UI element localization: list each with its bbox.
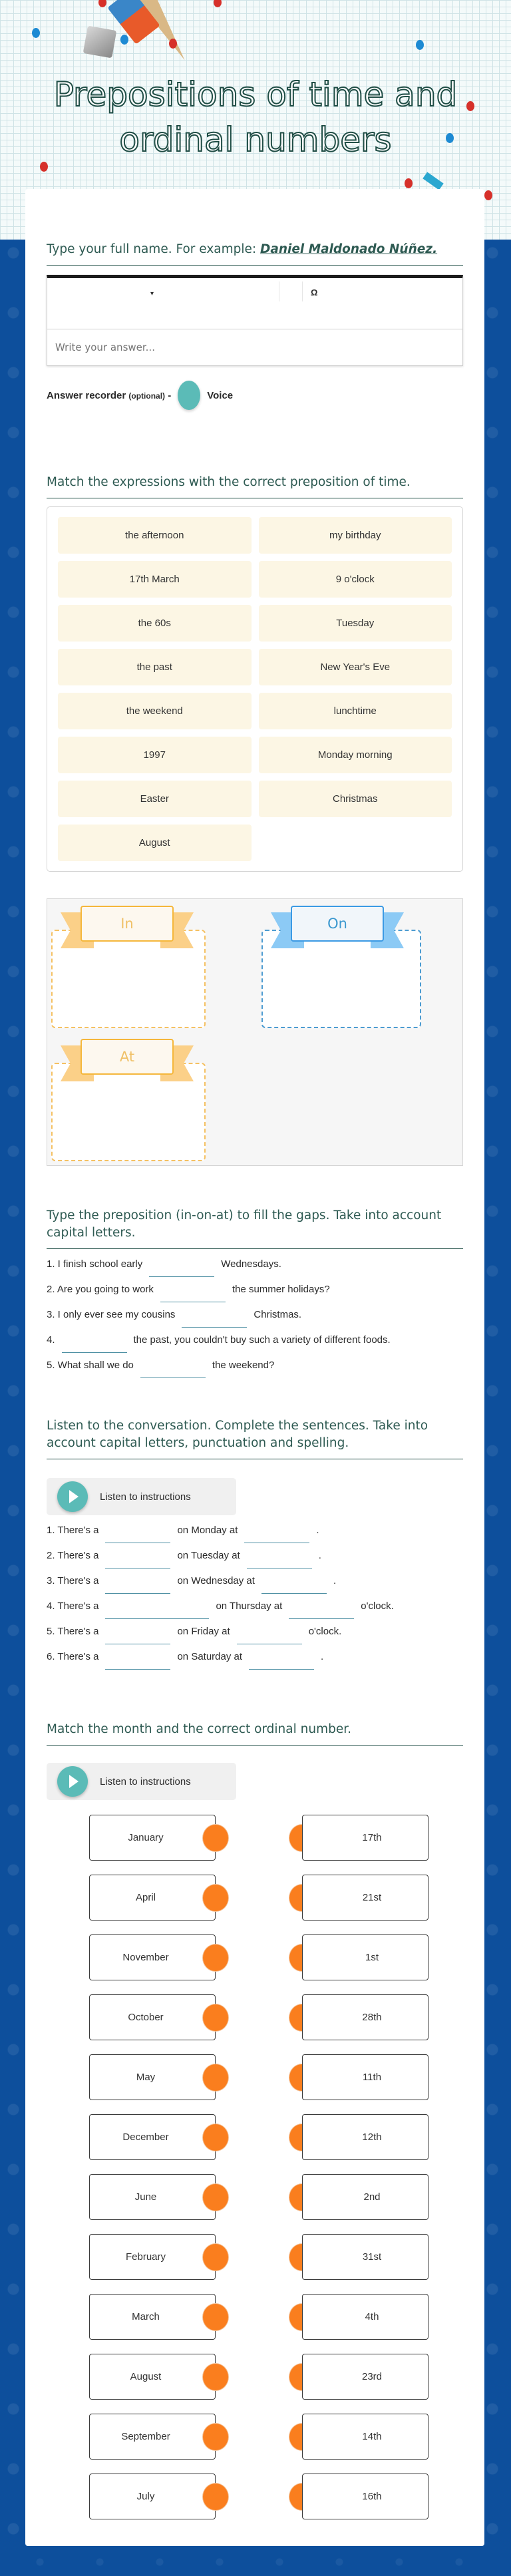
decor-dot <box>32 28 40 38</box>
month-card[interactable]: August <box>89 2354 216 2400</box>
gap-fill-title: Type the preposition (in-on-at) to fill the gaps. Take into account capital letters. <box>47 1207 463 1249</box>
expression-chip[interactable]: 9 o'clock <box>259 561 452 598</box>
name-prompt: Type your full name. For example: <box>47 242 261 256</box>
decor-dot <box>40 162 48 172</box>
play-icon <box>57 1481 88 1512</box>
connector-knob[interactable] <box>202 2243 229 2271</box>
expression-chip[interactable]: Christmas <box>259 781 452 817</box>
connector-knob[interactable] <box>202 2183 229 2211</box>
recorder-label: Answer recorder (optional) - <box>47 389 172 401</box>
month-card[interactable]: October <box>89 1994 216 2040</box>
ordinal-card[interactable]: 31st <box>302 2234 428 2280</box>
listening-sentence: 2. There's a on Tuesday at . <box>47 1550 463 1575</box>
month-card[interactable]: March <box>89 2294 216 2340</box>
pair-row <box>47 2174 463 2234</box>
listen-instructions-button[interactable] <box>47 1478 236 1515</box>
gap-input[interactable] <box>244 1529 309 1543</box>
ordinal-card[interactable]: 11th <box>302 2054 428 2100</box>
connector-knob[interactable] <box>202 1944 229 1972</box>
editor-toolbar <box>47 278 462 329</box>
pair-row <box>47 1875 463 1934</box>
ribbon-label-on: On <box>271 906 404 942</box>
pair-row <box>47 1994 463 2054</box>
gap-sentence: 2. Are you going to work the summer holidays? <box>47 1284 463 1309</box>
name-question-title <box>47 241 463 266</box>
expression-chip[interactable]: lunchtime <box>259 693 452 729</box>
ordinal-card[interactable]: 28th <box>302 1994 428 2040</box>
listen-label: Listen to instructions <box>100 1491 191 1503</box>
expression-chip[interactable]: the afternoon <box>58 517 252 554</box>
month-card[interactable]: January <box>89 1815 216 1861</box>
ordinal-card[interactable]: 16th <box>302 2474 428 2519</box>
connector-knob[interactable] <box>202 2004 229 2032</box>
expression-chip[interactable]: New Year's Eve <box>259 649 452 685</box>
expression-chip[interactable]: 1997 <box>58 737 252 773</box>
month-card[interactable]: November <box>89 1934 216 1980</box>
listening-sentence: 4. There's a on Thursday at o'clock. <box>47 1600 463 1626</box>
pair-row <box>47 2414 463 2474</box>
play-icon <box>57 1766 88 1797</box>
font-dropdown-chevron-icon[interactable]: ▾ <box>150 290 154 297</box>
worksheet-card <box>25 189 484 2546</box>
expression-chip[interactable]: the 60s <box>58 605 252 642</box>
gap-input[interactable] <box>105 1630 170 1644</box>
ribbon-label-at: At <box>61 1039 194 1075</box>
gap-sentence: 3. I only ever see my cousins Christmas. <box>47 1309 463 1334</box>
connector-knob[interactable] <box>202 2123 229 2151</box>
listen-instructions-button[interactable] <box>47 1763 236 1800</box>
listening-sentence: 3. There's a on Wednesday at . <box>47 1575 463 1600</box>
decor-dot <box>416 40 424 50</box>
gap-input[interactable] <box>289 1604 354 1619</box>
gap-input[interactable] <box>105 1529 170 1543</box>
answer-recorder <box>47 381 463 410</box>
gap-input[interactable] <box>160 1288 226 1302</box>
decor-dot <box>214 0 222 7</box>
listening-sentence: 1. There's a on Monday at . <box>47 1525 463 1550</box>
pair-row <box>47 2054 463 2114</box>
listening-sentence: 5. There's a on Friday at o'clock. <box>47 1626 463 1651</box>
preposition-drop-zones <box>47 898 463 1166</box>
ordinal-matching-pairs <box>47 1815 463 2533</box>
pair-row <box>47 2474 463 2533</box>
pair-row <box>47 2234 463 2294</box>
expression-chip[interactable]: August <box>58 825 252 861</box>
gap-input[interactable] <box>62 1338 127 1353</box>
connector-knob[interactable] <box>202 2483 229 2511</box>
gap-input[interactable] <box>182 1313 247 1328</box>
expression-chip[interactable]: 17th March <box>58 561 252 598</box>
ordinal-card[interactable]: 17th <box>302 1815 428 1861</box>
expression-chip[interactable]: my birthday <box>259 517 452 554</box>
listening-title: Listen to the conversation. Complete the sentences. Take into account capital letters, punctuation and spelling. <box>47 1417 463 1459</box>
listening-sentence: 6. There's a on Saturday at . <box>47 1651 463 1676</box>
connector-knob[interactable] <box>202 2303 229 2331</box>
name-question <box>47 241 463 410</box>
decor-dot <box>169 39 177 49</box>
gap-sentence: 1. I finish school early Wednesdays. <box>47 1258 463 1284</box>
listen-label: Listen to instructions <box>100 1775 191 1787</box>
decor-dot <box>484 190 492 200</box>
decor-dot <box>405 178 413 188</box>
ordinal-card[interactable]: 12th <box>302 2114 428 2160</box>
expression-chip[interactable]: Easter <box>58 781 252 817</box>
voice-label: Voice <box>207 389 234 401</box>
toolbar-divider <box>302 281 303 301</box>
month-card[interactable]: May <box>89 2054 216 2100</box>
expression-chip[interactable]: Monday morning <box>259 737 452 773</box>
expression-chip[interactable]: the weekend <box>58 693 252 729</box>
pair-row <box>47 1815 463 1875</box>
gap-input[interactable] <box>105 1655 170 1670</box>
connector-knob[interactable] <box>202 1884 229 1912</box>
name-example: Daniel Maldonado Núñez. <box>260 242 438 256</box>
decor-dot <box>98 0 106 7</box>
month-card[interactable]: December <box>89 2114 216 2160</box>
gap-fill-question <box>47 1207 463 1385</box>
connector-knob[interactable] <box>202 1824 229 1852</box>
month-card[interactable]: June <box>89 2174 216 2220</box>
sharpener-icon <box>83 25 117 58</box>
expression-chip-pool <box>47 506 463 872</box>
listening-sentences <box>47 1525 463 1676</box>
special-character-icon[interactable]: Ω <box>311 287 318 297</box>
gap-fill-sentences <box>47 1258 463 1385</box>
gap-input[interactable] <box>249 1655 314 1670</box>
ordinal-card[interactable]: 14th <box>302 2414 428 2460</box>
gap-input[interactable] <box>140 1364 206 1378</box>
expression-chip[interactable]: Tuesday <box>259 605 452 642</box>
expression-chip[interactable]: the past <box>58 649 252 685</box>
ordinal-card[interactable]: 2nd <box>302 2174 428 2220</box>
match-expressions-title: Match the expressions with the correct preposition of time. <box>47 474 463 498</box>
ordinals-question <box>47 1721 463 1800</box>
gap-sentence: 5. What shall we do the weekend? <box>47 1360 463 1385</box>
gap-input[interactable] <box>105 1604 209 1619</box>
month-card[interactable]: February <box>89 2234 216 2280</box>
gap-input[interactable] <box>261 1579 327 1594</box>
pencil-icon <box>423 172 443 190</box>
rich-text-editor <box>47 275 463 366</box>
connector-knob[interactable] <box>202 2363 229 2391</box>
ribbon-label-in: In <box>61 906 194 942</box>
listening-question <box>47 1417 463 1676</box>
gap-input[interactable] <box>105 1554 170 1568</box>
decor-dot <box>120 35 128 45</box>
pair-row <box>47 2114 463 2174</box>
gap-input[interactable] <box>247 1554 312 1568</box>
ordinal-card[interactable]: 21st <box>302 1875 428 1921</box>
page-title: Prepositions of time and ordinal numbers <box>53 75 458 159</box>
month-card[interactable]: April <box>89 1875 216 1921</box>
name-answer-input[interactable] <box>47 329 462 365</box>
gap-sentence: 4. the past, you couldn't buy such a variety of different foods. <box>47 1334 463 1360</box>
gap-input[interactable] <box>237 1630 302 1644</box>
ordinals-title: Match the month and the correct ordinal number. <box>47 1721 463 1746</box>
pair-row <box>47 2294 463 2354</box>
pair-row <box>47 2354 463 2414</box>
ordinal-card[interactable]: 4th <box>302 2294 428 2340</box>
voice-record-button[interactable] <box>178 381 200 410</box>
match-expressions-question <box>47 474 463 872</box>
ordinal-card[interactable]: 23rd <box>302 2354 428 2400</box>
month-card[interactable]: July <box>89 2474 216 2519</box>
ordinal-card[interactable]: 1st <box>302 1934 428 1980</box>
pair-row <box>47 1934 463 1994</box>
gap-input[interactable] <box>149 1262 214 1277</box>
connector-knob[interactable] <box>202 2423 229 2451</box>
month-card[interactable]: September <box>89 2414 216 2460</box>
gap-input[interactable] <box>105 1579 170 1594</box>
connector-knob[interactable] <box>202 2064 229 2092</box>
